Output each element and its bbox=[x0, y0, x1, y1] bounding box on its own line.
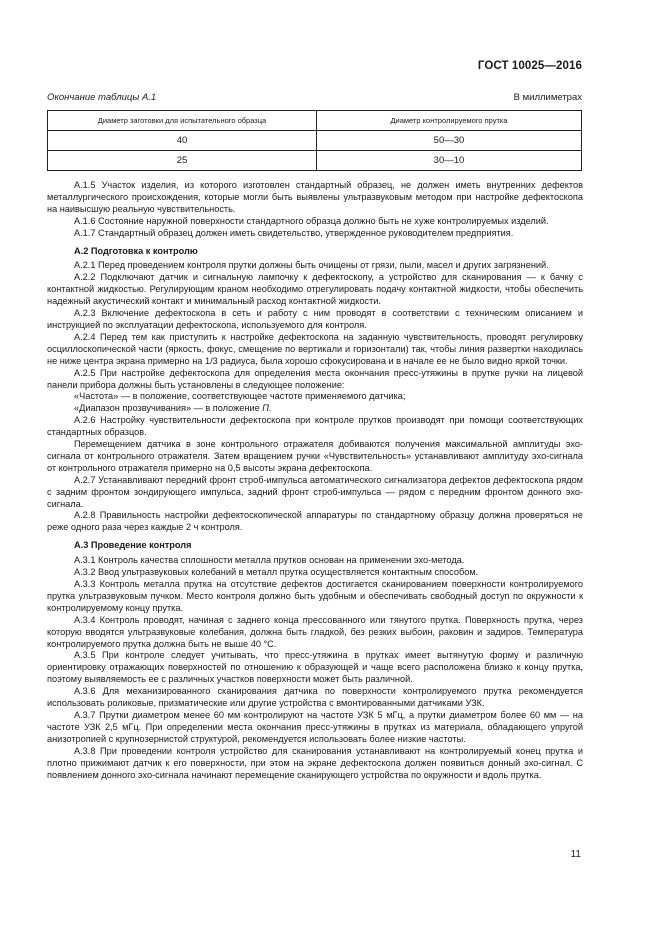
diameter-table bbox=[47, 110, 582, 171]
table-header-cell: Диаметр заготовки для испытательного образца bbox=[48, 111, 317, 131]
paragraph-a-2-3: А.2.3 Включение дефектоскопа в сеть и работу с ним проводят в соответствии с техническим описанием и инструкцией по эксплуатации дефектоскопа, используемого для контроля. bbox=[47, 308, 583, 330]
table-header-cell: Диаметр контролируемого прутка bbox=[317, 111, 582, 131]
paragraph-a-3-7: А.3.7 Прутки диаметром менее 60 мм контролируют на частоте УЗК 5 мГц, а прутки диаметром более 60 мм — на частоте УЗК 2,5 мГц. При определении места окончания пресс-утяжины в прутках из материала, обладающего упругой анизотропией с крупнозернистой структурой, рекомендуется использовать более низкие частоты. bbox=[47, 709, 583, 744]
paragraph-a-2-1: А.2.1 Перед проведением контроля прутки должны быть очищены от грязи, пыли, масел и других загрязнений. bbox=[74, 260, 549, 271]
table-cell: 50—30 bbox=[317, 131, 582, 151]
paragraph-a-2-4: А.2.4 Перед тем как приступить к настройке дефектоскопа на заданную чувствительность, проводят регулировку осциллоскопической части (яркость, фокус, смещение по вертикали и горизонтали) так, чтобы линия развертки находилась не ниже центра экрана примерно на 1/3 радиуса, была хорошо сфокусирована и в начале ее не было видно яркой точки. bbox=[47, 331, 583, 366]
list-item-frequency: «Частота» — в положение, соответствующее частоте применяемого датчика; bbox=[74, 391, 406, 402]
list-item-range-value: П. bbox=[262, 403, 272, 414]
paragraph-a-3-8: А.3.8 При проведении контроля устройство для сканирования устанавливают на контролируемый конец прутка и плотно прижимают датчик к его поверхности, при этом на экране дефектоскопа должен появиться донный эхо-сигнал. С появлением донного эхо-сигнала начинают перемещение сканирующего устройства по окружности и вдоль прутка. bbox=[47, 745, 583, 780]
table-cell: 30—10 bbox=[317, 151, 582, 171]
paragraph-a-1-7: А.1.7 Стандартный образец должен иметь свидетельство, утвержденное руководителем предприятия. bbox=[74, 227, 514, 238]
table-row bbox=[48, 151, 582, 171]
table-cell: 25 bbox=[48, 151, 317, 171]
paragraph-a-2-7: А.2.7 Устанавливают передний фронт строб-импульса автоматического сигнализатора дефектов дефектоскопа рядом с задним фронтом зондирующего импульса, задний фронт строб-импульса — рядом с передним фронтом донного эхо-сигнала. bbox=[47, 474, 583, 509]
paragraph-a-3-2: А.3.2 Ввод ультразвуковых колебаний в металл прутка осуществляется контактным способом. bbox=[74, 567, 479, 578]
paragraph-a-2-2: А.2.2 Подключают датчик и сигнальную лампочку к дефектоскопу, а устройство для сканирования — к бачку с контактной жидкостью. Регулирующим краном необходимо отрегулировать подачу контактной жидкости, чтобы обеспечить надежный акустический контакт и минимальный расход контактной жидкости. bbox=[47, 272, 583, 307]
paragraph-a-3-6: А.3.6 Для механизированного сканирования датчика по поверхности контролируемого прутка рекомендуется использовать роликовые, призматические или другие устройства с вмонтированными датчиками УЗК. bbox=[47, 686, 583, 709]
page-number: 11 bbox=[570, 849, 581, 860]
table-caption-row bbox=[47, 92, 582, 106]
table-row bbox=[48, 131, 582, 151]
paragraph-a-2-6: А.2.6 Настройку чувствительности дефектоскопа при контроле прутков производят при помощи соответствующих стандартных образцов. bbox=[47, 415, 583, 438]
paragraph-a-1-5: А.1.5 Участок изделия, из которого изготовлен стандартный образец, не должен иметь внутренних дефектов металлургического происхождения, которые могли быть выявлены ультразвуковым методом при настройке дефектоскопа на наивысшую реальную чувствительность. bbox=[47, 180, 583, 214]
paragraph-a-3-4: А.3.4 Контроль проводят, начиная с заднего конца прессованного или тянутого прутка. Поверхность прутка, через которую вводятся ультразвуковые колебания, должна быть гладкой, без резких выбоин, раковин и задиров. Температура контролируемого прутка должна быть не выше 40 °С. bbox=[47, 614, 583, 649]
document-body bbox=[47, 180, 583, 781]
table-cell: 40 bbox=[48, 131, 317, 151]
paragraph-a-2-5: А.2.5 При настройке дефектоскопа для определения места окончания пресс-утяжины в прутке ручки на лицевой панели прибора должны быть установлены в следующее положение: bbox=[47, 367, 583, 390]
table-header-row bbox=[48, 111, 582, 131]
paragraph-a-3-3: А.3.3 Контроль металла прутка на отсутствие дефектов достигается сканированием поверхности контролируемого прутка ультразвуковым пучком. Место контроля должно быть удобным и обеспечивать свободный доступ по окружности к контролируемому концу прутка. bbox=[47, 579, 583, 613]
paragraph-a-3-1: А.3.1 Контроль качества сплошности металла прутков основан на применении эхо-метода. bbox=[74, 555, 465, 566]
paragraph-a-1-6: А.1.6 Состояние наружной поверхности стандартного образца должно быть не хуже контролируемых изделий. bbox=[74, 215, 549, 226]
paragraph-a-2-6-continued: Перемещением датчика в зоне контрольного отражателя добиваются получения максимальной амплитуды эхо-сигнала от контрольного отражателя. Затем вращением ручки «Чувствительность» устанавливают амплитуду эхо-сигнала от контрольного отражателя примерно на 0,5 высоты экрана дефектоскопа. bbox=[47, 439, 583, 473]
section-heading-a-3: А.3 Проведение контроля bbox=[74, 540, 192, 551]
section-heading-a-2: А.2 Подготовка к контролю bbox=[74, 245, 198, 256]
standard-number: ГОСТ 10025—2016 bbox=[477, 60, 582, 72]
paragraph-a-3-5: А.3.5 При контроле следует учитывать, что пресс-утяжина в прутках имеет вытянутую форму и различную ориентировку отражающих поверхностей по отношению к образующей и чаще всего расположена близко к концу прутка, поэтому выявляемость ее с различных участков поверхности может быть различной. bbox=[47, 650, 583, 685]
paragraph-a-2-8: А.2.8 Правильность настройки дефектоскопической аппаратуры по стандартному образцу должна проверяться не реже одного раза через каждые 2 ч контроля. bbox=[47, 510, 583, 533]
list-item-range-text: «Диапазон прозвучивания» — в положение bbox=[74, 403, 263, 414]
table-caption: Окончание таблицы А.1 bbox=[47, 92, 157, 103]
units-caption: В миллиметрах bbox=[513, 92, 582, 103]
list-item-range bbox=[47, 403, 583, 415]
